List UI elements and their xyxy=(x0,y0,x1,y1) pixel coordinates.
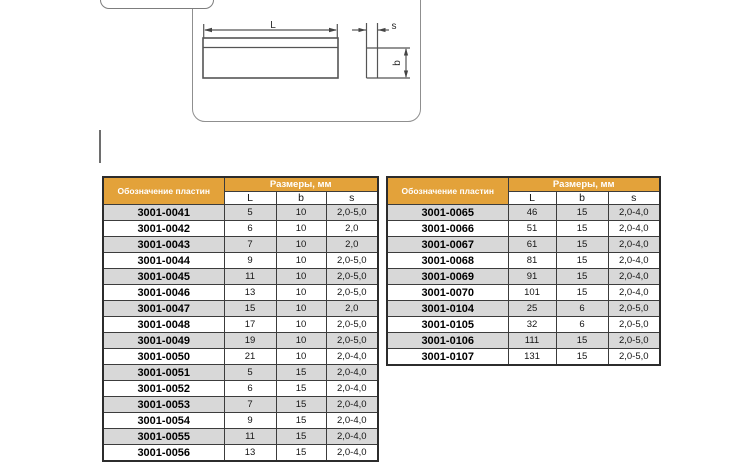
table-row xyxy=(103,381,378,397)
value-cell-L: 5 xyxy=(224,205,276,221)
value-cell-b: 15 xyxy=(276,445,326,462)
value-cell-s: 2,0-4,0 xyxy=(608,221,660,237)
designation-cell: 3001-0049 xyxy=(103,333,224,349)
value-cell-L: 91 xyxy=(508,269,556,285)
value-cell-b: 15 xyxy=(556,285,608,301)
value-cell-s: 2,0-5,0 xyxy=(326,205,378,221)
designation-cell: 3001-0069 xyxy=(387,269,508,285)
table-row xyxy=(103,397,378,413)
table-row xyxy=(103,269,378,285)
value-cell-L: 46 xyxy=(508,205,556,221)
value-cell-b: 10 xyxy=(276,269,326,285)
value-cell-L: 51 xyxy=(508,221,556,237)
arrow-down-icon xyxy=(404,71,408,79)
column-header-L: L xyxy=(224,192,276,205)
value-cell-s: 2,0 xyxy=(326,301,378,317)
value-cell-b: 15 xyxy=(556,253,608,269)
table-row xyxy=(103,253,378,269)
value-cell-b: 15 xyxy=(276,365,326,381)
value-cell-L: 7 xyxy=(224,397,276,413)
value-cell-s: 2,0-5,0 xyxy=(326,269,378,285)
designation-cell: 3001-0052 xyxy=(103,381,224,397)
value-cell-b: 10 xyxy=(276,253,326,269)
table-row xyxy=(103,365,378,381)
value-cell-L: 21 xyxy=(224,349,276,365)
table-row xyxy=(387,253,660,269)
value-cell-s: 2,0-5,0 xyxy=(608,301,660,317)
value-cell-L: 17 xyxy=(224,317,276,333)
value-cell-b: 15 xyxy=(276,429,326,445)
value-cell-L: 19 xyxy=(224,333,276,349)
value-cell-L: 131 xyxy=(508,349,556,366)
designation-cell: 3001-0107 xyxy=(387,349,508,366)
designation-cell: 3001-0068 xyxy=(387,253,508,269)
plate-technical-drawing xyxy=(192,0,420,120)
designation-cell: 3001-0045 xyxy=(103,269,224,285)
value-cell-b: 10 xyxy=(276,301,326,317)
value-cell-s: 2,0-4,0 xyxy=(608,285,660,301)
value-cell-s: 2,0-4,0 xyxy=(608,253,660,269)
table-row xyxy=(103,349,378,365)
value-cell-L: 9 xyxy=(224,253,276,269)
value-cell-b: 10 xyxy=(276,317,326,333)
value-cell-s: 2,0-5,0 xyxy=(326,333,378,349)
value-cell-s: 2,0-4,0 xyxy=(326,381,378,397)
value-cell-L: 5 xyxy=(224,365,276,381)
designation-cell: 3001-0051 xyxy=(103,365,224,381)
designation-cell: 3001-0067 xyxy=(387,237,508,253)
designation-cell: 3001-0105 xyxy=(387,317,508,333)
value-cell-b: 15 xyxy=(556,349,608,366)
table-row xyxy=(387,221,660,237)
value-cell-s: 2,0-4,0 xyxy=(608,269,660,285)
plates-table-right xyxy=(386,176,661,366)
value-cell-s: 2,0-5,0 xyxy=(608,349,660,366)
designation-header: Обозначение пластин xyxy=(103,177,224,205)
dimensions-header: Размеры, мм xyxy=(508,177,660,192)
dimension-label-b: b xyxy=(392,60,403,66)
table-row xyxy=(387,349,660,366)
value-cell-s: 2,0-4,0 xyxy=(326,429,378,445)
designation-cell: 3001-0104 xyxy=(387,301,508,317)
designation-cell: 3001-0043 xyxy=(103,237,224,253)
dimensions-header: Размеры, мм xyxy=(224,177,378,192)
value-cell-L: 7 xyxy=(224,237,276,253)
dimension-label-L: L xyxy=(270,20,276,31)
value-cell-b: 6 xyxy=(556,301,608,317)
value-cell-L: 61 xyxy=(508,237,556,253)
column-header-s: s xyxy=(326,192,378,205)
value-cell-s: 2,0-5,0 xyxy=(608,333,660,349)
column-header-b: b xyxy=(276,192,326,205)
callout-box xyxy=(100,0,214,9)
value-cell-L: 13 xyxy=(224,445,276,462)
arrow-left-icon xyxy=(378,28,386,32)
table-row xyxy=(103,221,378,237)
value-cell-b: 10 xyxy=(276,333,326,349)
dimension-label-s: s xyxy=(391,21,397,32)
plates-table-left xyxy=(102,176,379,462)
designation-cell: 3001-0053 xyxy=(103,397,224,413)
value-cell-s: 2,0-4,0 xyxy=(326,413,378,429)
table-row xyxy=(103,285,378,301)
value-cell-b: 15 xyxy=(276,413,326,429)
value-cell-s: 2,0 xyxy=(326,237,378,253)
value-cell-b: 10 xyxy=(276,205,326,221)
designation-cell: 3001-0065 xyxy=(387,205,508,221)
value-cell-s: 2,0-4,0 xyxy=(326,349,378,365)
table-row xyxy=(103,237,378,253)
table-row xyxy=(387,205,660,221)
value-cell-b: 15 xyxy=(556,221,608,237)
value-cell-s: 2,0-5,0 xyxy=(326,253,378,269)
value-cell-L: 32 xyxy=(508,317,556,333)
table-row xyxy=(103,445,378,462)
table-row xyxy=(387,317,660,333)
value-cell-s: 2,0 xyxy=(326,221,378,237)
table-row xyxy=(387,333,660,349)
arrow-left-icon xyxy=(204,28,212,32)
table-row xyxy=(103,301,378,317)
arrow-right-icon xyxy=(359,28,367,32)
table-row xyxy=(103,205,378,221)
designation-cell: 3001-0054 xyxy=(103,413,224,429)
table-row xyxy=(103,317,378,333)
value-cell-b: 15 xyxy=(276,381,326,397)
value-cell-b: 15 xyxy=(556,205,608,221)
value-cell-b: 10 xyxy=(276,237,326,253)
value-cell-L: 6 xyxy=(224,221,276,237)
column-header-s: s xyxy=(608,192,660,205)
designation-cell: 3001-0066 xyxy=(387,221,508,237)
value-cell-s: 2,0-4,0 xyxy=(326,397,378,413)
table-row xyxy=(103,429,378,445)
value-cell-L: 81 xyxy=(508,253,556,269)
value-cell-L: 6 xyxy=(224,381,276,397)
value-cell-b: 10 xyxy=(276,221,326,237)
value-cell-L: 9 xyxy=(224,413,276,429)
value-cell-s: 2,0-4,0 xyxy=(608,205,660,221)
arrow-right-icon xyxy=(329,28,337,32)
value-cell-L: 11 xyxy=(224,269,276,285)
designation-cell: 3001-0070 xyxy=(387,285,508,301)
table-row xyxy=(103,413,378,429)
value-cell-L: 25 xyxy=(508,301,556,317)
value-cell-b: 15 xyxy=(276,397,326,413)
table-row xyxy=(387,301,660,317)
value-cell-b: 15 xyxy=(556,237,608,253)
value-cell-b: 15 xyxy=(556,333,608,349)
designation-cell: 3001-0042 xyxy=(103,221,224,237)
value-cell-s: 2,0-4,0 xyxy=(326,445,378,462)
designation-cell: 3001-0041 xyxy=(103,205,224,221)
designation-cell: 3001-0050 xyxy=(103,349,224,365)
value-cell-L: 13 xyxy=(224,285,276,301)
value-cell-b: 6 xyxy=(556,317,608,333)
column-header-L: L xyxy=(508,192,556,205)
value-cell-s: 2,0-5,0 xyxy=(326,285,378,301)
value-cell-b: 15 xyxy=(556,269,608,285)
designation-cell: 3001-0106 xyxy=(387,333,508,349)
designation-cell: 3001-0046 xyxy=(103,285,224,301)
column-header-b: b xyxy=(556,192,608,205)
designation-header: Обозначение пластин xyxy=(387,177,508,205)
margin-tick xyxy=(99,130,101,163)
value-cell-s: 2,0-5,0 xyxy=(608,317,660,333)
value-cell-L: 11 xyxy=(224,429,276,445)
value-cell-L: 15 xyxy=(224,301,276,317)
designation-cell: 3001-0056 xyxy=(103,445,224,462)
value-cell-L: 101 xyxy=(508,285,556,301)
table-row xyxy=(387,285,660,301)
designation-cell: 3001-0044 xyxy=(103,253,224,269)
value-cell-b: 10 xyxy=(276,349,326,365)
value-cell-s: 2,0-5,0 xyxy=(326,317,378,333)
value-cell-s: 2,0-4,0 xyxy=(608,237,660,253)
plate-front-view xyxy=(203,38,338,78)
designation-cell: 3001-0048 xyxy=(103,317,224,333)
value-cell-L: 111 xyxy=(508,333,556,349)
table-row xyxy=(387,269,660,285)
designation-cell: 3001-0055 xyxy=(103,429,224,445)
arrow-up-icon xyxy=(404,48,408,56)
table-row xyxy=(387,237,660,253)
designation-cell: 3001-0047 xyxy=(103,301,224,317)
value-cell-s: 2,0-4,0 xyxy=(326,365,378,381)
table-row xyxy=(103,333,378,349)
value-cell-b: 10 xyxy=(276,285,326,301)
